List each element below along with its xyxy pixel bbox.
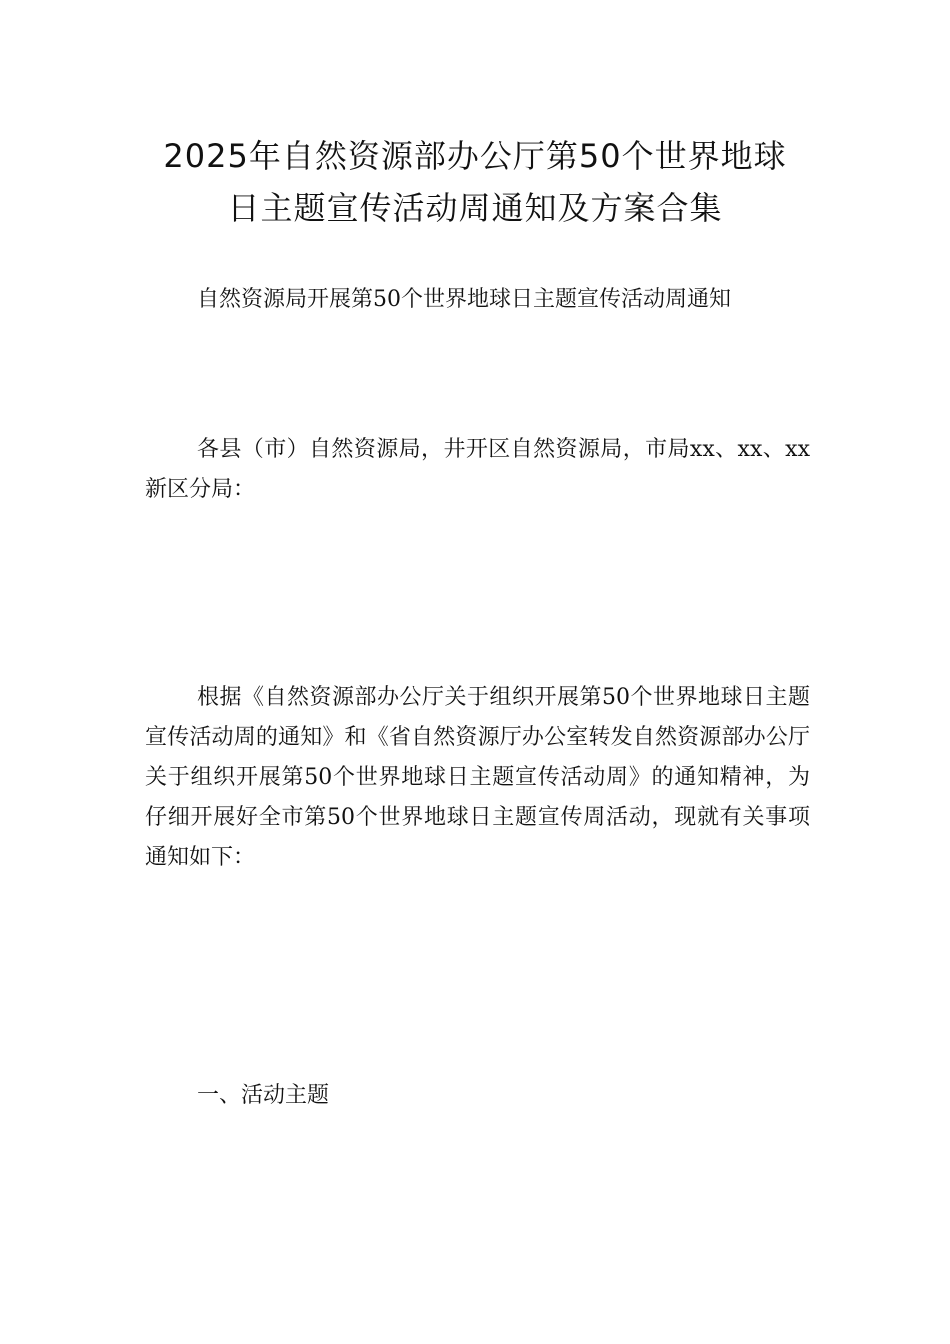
section-heading: 一、活动主题 (197, 1083, 330, 1108)
title-line-2: 日主题宣传活动周通知及方案合集 (227, 189, 723, 227)
title-line-1: 2025年自然资源部办公厅第50个世界地球 (163, 137, 787, 175)
document-title (120, 130, 830, 234)
notice-heading-paragraph: 自然资源局开展第50个世界地球日主题宣传活动周通知 (197, 287, 731, 312)
body-paragraph: 根据《自然资源部办公厅关于组织开展第50个世界地球日主题宣传活动周的通知》和《省自然资源厅办公室转发自然资源部办公厅关于组织开展第50个世界地球日主题宣传活动周》的通知精神，为仔细开展好全市第50个世界地球日主题宣传周活动，现就有关事项通知如下： (145, 685, 810, 870)
addressee-paragraph: 各县（市）自然资源局，井开区自然资源局，市局xx、xx、xx新区分局： (145, 437, 810, 502)
